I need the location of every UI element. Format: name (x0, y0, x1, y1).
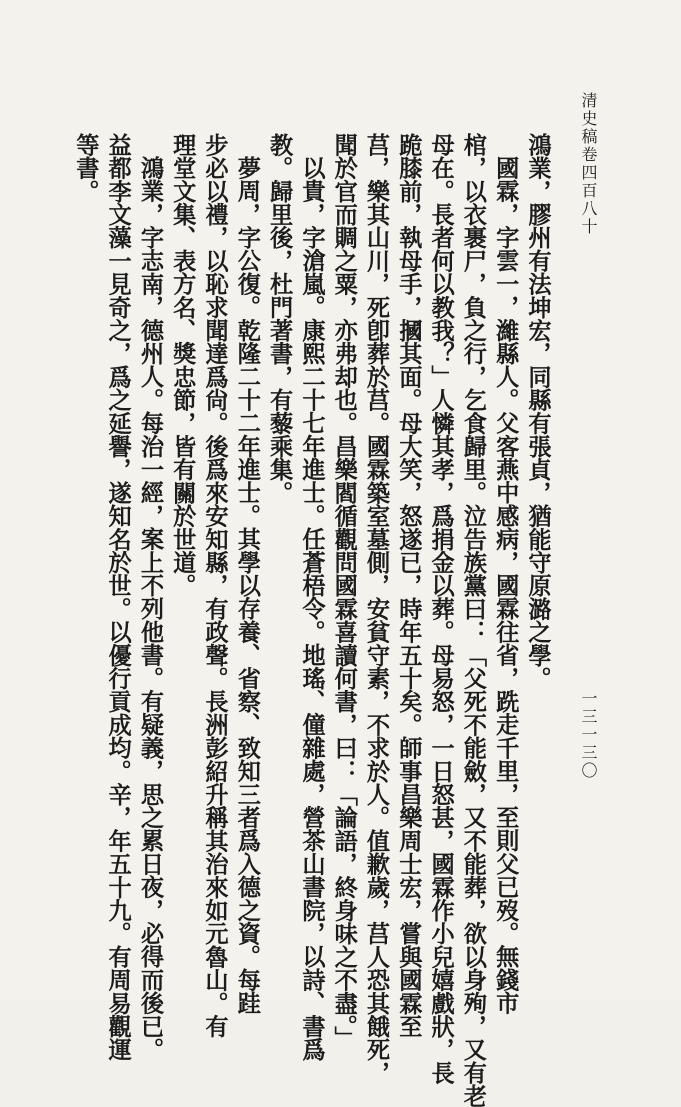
text-column: 莒，樂其山川，死卽葬於莒。國霖築室墓側，安貧守素，不求於人。值歉歲，莒人恐其餓死， (362, 133, 390, 1085)
text-column: 以貴，字滄嵐。康熙二十七年進士。任蒼梧令。地瑤、僮雜處，營茶山書院，以詩、書爲 (297, 156, 325, 1061)
text-column: 步必以禮，以恥求聞達爲尙。後爲來安知縣，有政聲。長洲彭紹升稱其治來如元魯山。有 (201, 133, 229, 1038)
running-title: 清史稿卷四百八十 (579, 92, 598, 236)
text-column: 跪膝前，執母手，摑其面。母大笑，怒遂已，時年五十矣。師事昌樂周士宏，嘗與國霖至 (394, 133, 422, 1038)
text-column: 聞於官而賙之粟，亦弗却也。昌樂閻循觀問國霖喜讀何書，曰：「論語，終身味之不盡。」 (330, 133, 358, 1050)
text-column: 教。歸里後，杜門著書，有藜乘集。 (265, 133, 293, 505)
vertical-text-body (69, 133, 553, 1107)
text-column: 母在。長者何以教我？」人憐其孝，爲捐金以葬。母易怒，一日怒甚，國霖作小兒嬉戲狀，長 (427, 133, 455, 1085)
text-column: 棺，以衣裹尸，負之行，乞食歸里。泣告族黨曰：「父死不能斂，又不能葬，欲以身殉，又有老 (459, 133, 487, 1107)
text-column: 益都李文藻一見奇之，爲之延譽，遂知名於世。以優行貢成均。辛，年五十九。有周易觀運 (104, 133, 132, 1061)
text-column: 鴻業，字志南，德州人。每治一經，案上不列他書。有疑義，思之累日夜，必得而後已。 (136, 156, 164, 1061)
text-column: 國霖，字雲一，濰縣人。父客燕中感病，國霖往省，跣走千里，至則父已歿。無錢市 (491, 156, 519, 1015)
text-column: 等書。 (71, 133, 99, 203)
text-column: 夢周，字公復。乾隆二十二年進士。其學以存養、省察、致知三者爲入德之資。每跬 (233, 156, 261, 1015)
text-column: 鴻業，膠州有法坤宏，同縣有張貞，猶能守原潞之學。 (524, 133, 551, 690)
page-number: 一三一三〇 (579, 690, 598, 780)
text-column: 理堂文集、表方名、獎忠節，皆有關於世道。 (168, 133, 196, 597)
